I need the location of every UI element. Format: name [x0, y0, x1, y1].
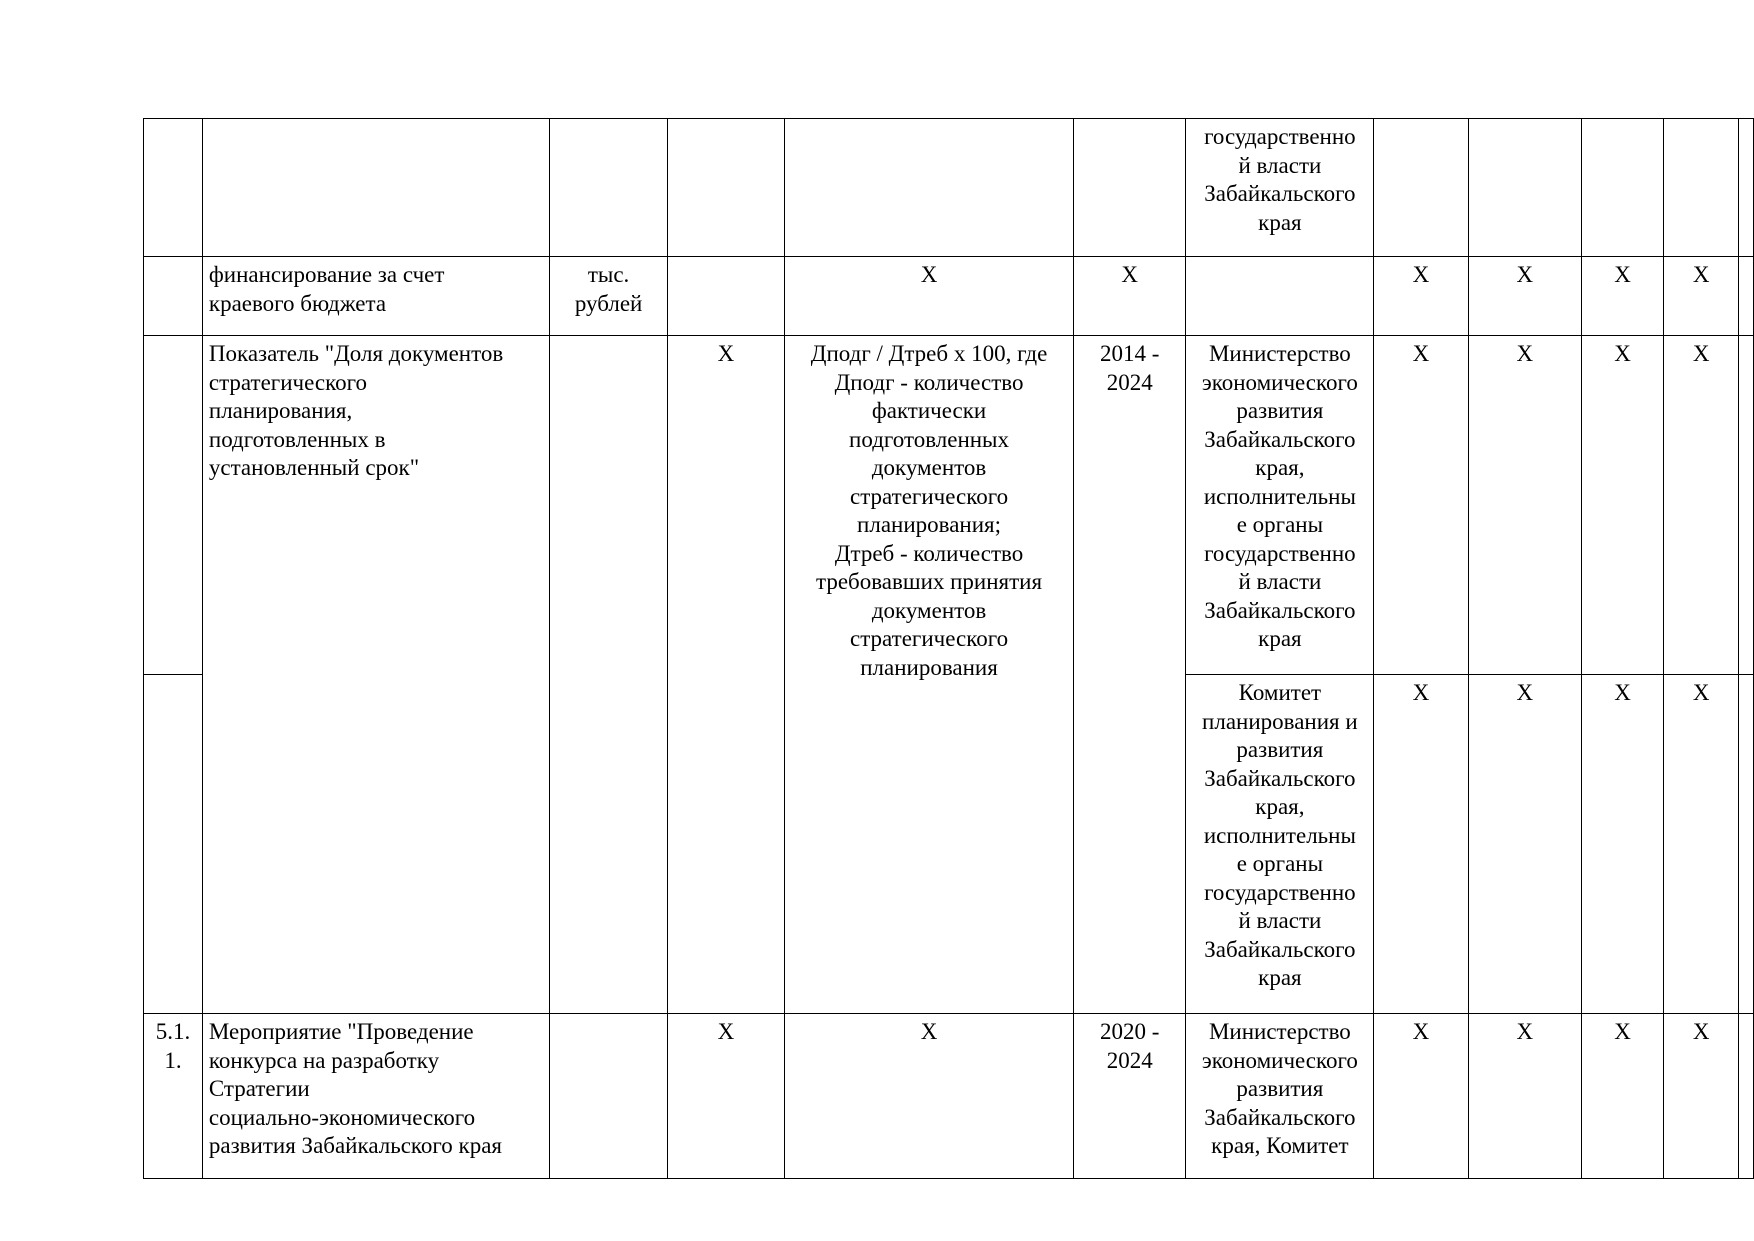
cell-method: X [785, 1014, 1074, 1179]
cell-value: X [1374, 257, 1468, 336]
cell-number [144, 336, 203, 675]
cell-value: X [1374, 336, 1468, 675]
cell-value [1468, 119, 1581, 257]
cell-value: X [1581, 1014, 1664, 1179]
cell-value: X [1581, 675, 1664, 1014]
cell-value: X [1468, 1014, 1581, 1179]
cell-edge [1738, 257, 1753, 336]
cell-col4 [667, 257, 784, 336]
cell-number [144, 119, 203, 257]
cell-unit [550, 1014, 668, 1179]
cell-name: Показатель "Доля документов стратегического планирования, подготовленных в установленный срок" [202, 336, 549, 1014]
cell-value [1581, 119, 1664, 257]
table-row [144, 119, 1754, 257]
cell-responsible: Комитет планирования и развития Забайкальского края, исполнительны е органы государственно й власти Забайкальского края [1186, 675, 1374, 1014]
cell-period: 2020 - 2024 [1073, 1014, 1185, 1179]
cell-edge [1738, 119, 1753, 257]
cell-value: X [1468, 675, 1581, 1014]
table-row [144, 1014, 1754, 1179]
cell-name: финансирование за счет краевого бюджета [202, 257, 549, 336]
cell-period [1073, 119, 1185, 257]
cell-value: X [1664, 336, 1739, 675]
cell-number [144, 675, 203, 1014]
cell-method [785, 119, 1074, 257]
cell-method: X [785, 257, 1074, 336]
cell-edge [1738, 675, 1753, 1014]
program-table [143, 118, 1754, 1179]
cell-value: X [1581, 336, 1664, 675]
cell-col4: X [667, 336, 784, 1014]
cell-name [202, 119, 549, 257]
cell-value: X [1664, 675, 1739, 1014]
cell-name: Мероприятие "Проведение конкурса на разработку Стратегии социально-экономического развития Забайкальского края [202, 1014, 549, 1179]
cell-col4 [667, 119, 784, 257]
cell-responsible: Министерство экономического развития Забайкальского края, Комитет [1186, 1014, 1374, 1179]
cell-period: 2014 - 2024 [1073, 336, 1185, 1014]
cell-unit: тыс. рублей [550, 257, 668, 336]
cell-responsible: государственно й власти Забайкальского края [1186, 119, 1374, 257]
cell-value: X [1664, 1014, 1739, 1179]
cell-value: X [1468, 257, 1581, 336]
cell-value: X [1468, 336, 1581, 675]
cell-col4: X [667, 1014, 784, 1179]
cell-method: Дподг / Дтреб x 100, где Дподг - количество фактически подготовленных документов стратегического планирования; Дтреб - количество требовавших принятия документов стратегического планирования [785, 336, 1074, 1014]
cell-value: X [1374, 675, 1468, 1014]
cell-edge [1738, 336, 1753, 675]
cell-edge [1738, 1014, 1753, 1179]
cell-value [1374, 119, 1468, 257]
cell-unit [550, 119, 668, 257]
cell-period: X [1073, 257, 1185, 336]
cell-value: X [1581, 257, 1664, 336]
cell-value: X [1664, 257, 1739, 336]
cell-responsible [1186, 257, 1374, 336]
table-row [144, 257, 1754, 336]
cell-unit [550, 336, 668, 1014]
cell-value: X [1374, 1014, 1468, 1179]
cell-value [1664, 119, 1739, 257]
cell-responsible: Министерство экономического развития Забайкальского края, исполнительны е органы государственно й власти Забайкальского края [1186, 336, 1374, 675]
cell-number: 5.1. 1. [144, 1014, 203, 1179]
table-row [144, 336, 1754, 675]
cell-number [144, 257, 203, 336]
